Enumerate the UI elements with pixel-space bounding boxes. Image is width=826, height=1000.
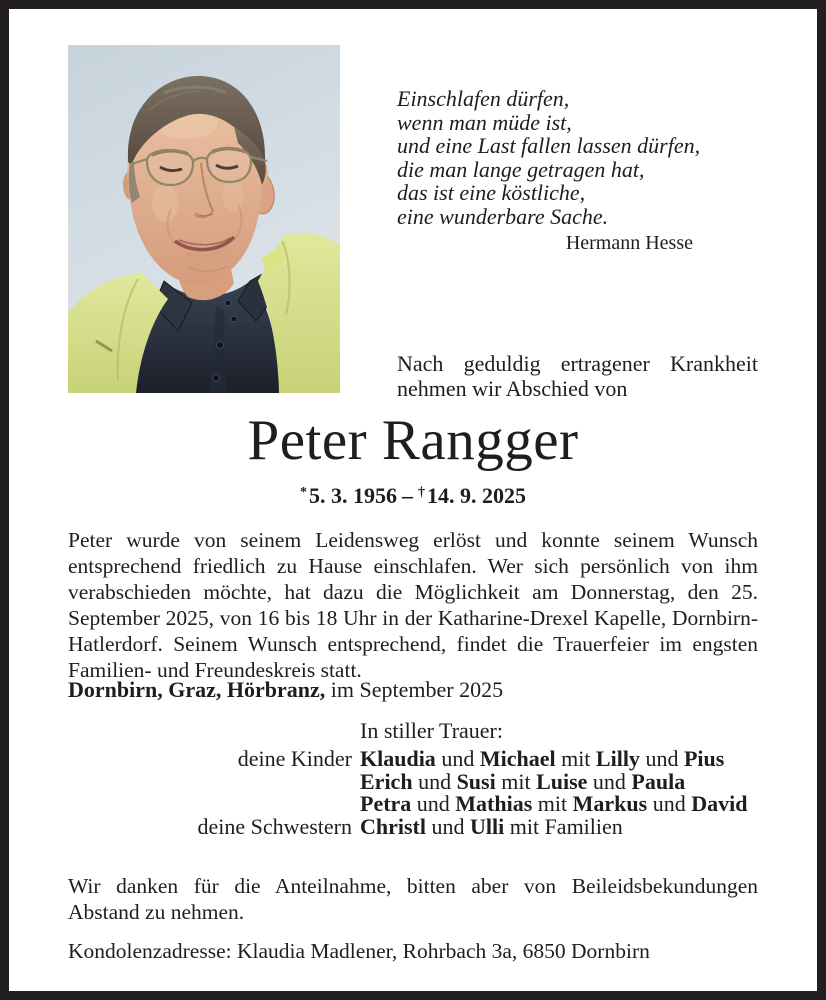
intro-line: Nach geduldig ertragener Krankheit — [397, 351, 758, 376]
mourners-row — [68, 793, 758, 816]
mourners-names: Erich und Susi mit Luise und Paula — [360, 768, 686, 794]
mourners-relation-label: deine Schwestern — [197, 814, 352, 840]
portrait-illustration — [68, 45, 340, 393]
quote-line: wenn man müde ist, — [397, 109, 572, 135]
dates-separator: – — [402, 483, 413, 508]
mourners-names: Christl und Ulli mit Familien — [360, 814, 623, 840]
mourners-heading: In stiller Trauer: — [360, 718, 503, 743]
mourners-row — [68, 748, 758, 771]
life-dates — [68, 483, 758, 509]
quote-attribution: Hermann Hesse — [565, 231, 693, 254]
dateline — [68, 677, 758, 703]
mourners-rows — [68, 748, 758, 839]
birth-date: 5. 3. 1956 — [309, 483, 397, 508]
thanks-note — [68, 874, 758, 925]
announcement-paragraph: Peter wurde von seinem Leidensweg erlöst und konnte seinem Wunsch entsprechend friedlich zu Hause einschlafen. Wer sich persönlich von ihm verabschieden möchte, hat dazu die Möglichkeit am Donnerstag, den 25. September 2025, von 16 bis 18 Uhr in der Katharine-Drexel Kapelle, Dornbirn-Hatlerdorf. Seinem Wunsch entsprechend, findet die Trauerfeier im engsten Familien- und Freundeskreis statt. — [68, 528, 758, 682]
mourners-section — [68, 719, 758, 839]
mourners-names: Klaudia und Michael mit Lilly und Pius — [360, 746, 725, 771]
quote-line: und eine Last fallen lassen dürfen, — [397, 133, 701, 159]
mourners-relation-label — [68, 771, 360, 794]
quote-line: Einschlafen dürfen, — [397, 86, 570, 111]
quote-line: das ist eine köstliche, — [397, 180, 586, 206]
mourners-row — [68, 816, 758, 839]
quote-line: die man lange getragen hat, — [397, 156, 645, 182]
mourners-row — [68, 768, 758, 794]
condolence-address: Kondolenzadresse: Klaudia Madlener, Rohrbach 3a, 6850 Dornbirn — [68, 939, 650, 963]
dateline-date: im September 2025 — [330, 677, 504, 702]
thanks-line: Wir danken für die Anteilnahme, bitten aber von Beileidsbekundungen — [68, 874, 758, 898]
mourners-relation-label: deine Kinder — [237, 746, 352, 771]
dateline-places: Dornbirn, Graz, Hörbranz, — [68, 677, 326, 702]
mourners-relation-label — [68, 793, 360, 816]
memorial-quote — [397, 87, 713, 255]
birth-symbol: * — [300, 485, 307, 500]
deceased-name: Peter Rangger — [247, 409, 579, 472]
portrait-photo — [68, 45, 340, 393]
intro-line: nehmen wir Abschied von — [397, 375, 628, 401]
thanks-line: Abstand zu nehmen. — [68, 899, 245, 924]
death-symbol: † — [418, 485, 425, 500]
quote-line: eine wunderbare Sache. — [397, 203, 609, 229]
intro-text — [397, 352, 758, 401]
death-date: 14. 9. 2025 — [427, 483, 526, 508]
mourners-names: Petra und Mathias mit Markus und David — [360, 791, 748, 817]
